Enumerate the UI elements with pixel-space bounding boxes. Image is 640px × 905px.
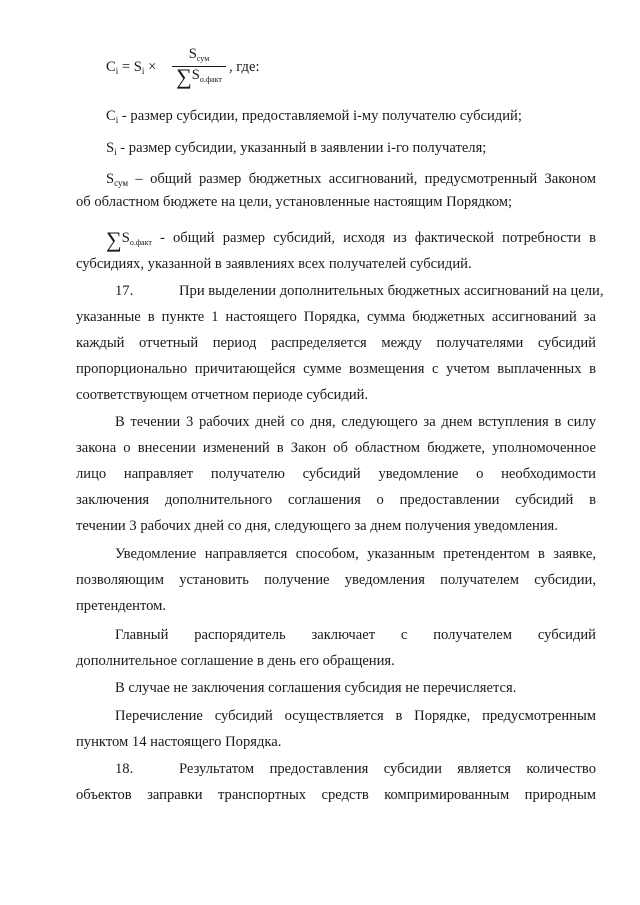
item-number-18: 18. xyxy=(115,761,134,777)
formula-c-sub: i xyxy=(115,66,119,76)
def-c xyxy=(106,107,596,129)
sigma-symbol: ∑ xyxy=(106,227,122,252)
def-sum-sym: S xyxy=(106,171,115,187)
p-notice-line3: претендентом. xyxy=(76,598,167,614)
p17-line5: соответствующем отчетном периоде субсидий. xyxy=(76,387,369,403)
item-number-17: 17. xyxy=(115,283,134,299)
def-s xyxy=(106,139,596,161)
formula-denominator xyxy=(172,64,226,89)
p17-l1-text: При выделении дополнительных бюджетных ассигнований на цели, xyxy=(179,283,604,299)
formula-times: × xyxy=(144,59,157,75)
def-s-text: - размер субсидии, указанный в заявлении i-го получателя; xyxy=(116,140,487,156)
p-within-line2: закона о внесении изменений в Закон об областном бюджете, уполномоченное xyxy=(76,440,596,456)
p-within-line5: течении 3 рабочих дней со дня, следующего за днем получения уведомления. xyxy=(76,518,558,534)
p-notice-line1: Уведомление направляется способом, указанным претендентом в заявке, xyxy=(115,546,596,562)
formula-c: C xyxy=(106,59,116,75)
p-notice-line2: позволяющим установить получение уведомления получателем субсидии, xyxy=(76,572,596,588)
def-sum-line2: об областном бюджете на цели, установленные настоящим Порядком; xyxy=(76,194,513,210)
sigma-symbol: ∑ xyxy=(176,64,192,89)
p17-line3: каждый отчетный период распределяется между получателями субсидий xyxy=(76,335,596,351)
def-s-sub: i xyxy=(114,147,117,157)
formula-equals-s: = S xyxy=(118,59,142,75)
p-main-line1: Главный распорядитель заключает с получателем субсидий xyxy=(115,627,596,643)
def-fact-sub: о.факт xyxy=(129,238,152,247)
p17-line4: пропорционально причитающейся сумме возмещения с учетом выплаченных в xyxy=(76,361,596,377)
p-within-line3: лицо направляет получателю субсидий уведомление о необходимости xyxy=(76,466,596,482)
def-fact-text1: - общий размер субсидий, исходя из фактической потребности в xyxy=(151,230,596,246)
subsidy-formula xyxy=(106,46,306,89)
p-within-line1: В течении 3 рабочих дней со дня, следующего за днем вступления в силу xyxy=(115,414,596,430)
p17-line1 xyxy=(115,282,604,300)
def-c-text: - размер субсидии, предоставляемой i-му получателю субсидий; xyxy=(118,108,522,124)
def-c-sub: i xyxy=(115,115,119,125)
p-within-line4: заключения дополнительного соглашения о предоставлении субсидий в xyxy=(76,492,596,508)
def-fact-line1 xyxy=(106,229,596,252)
def-sum-line1 xyxy=(106,170,596,192)
formula-num-s: S xyxy=(188,46,197,62)
def-fact-line2: субсидиях, указанной в заявлениях всех получателей субсидий. xyxy=(76,256,472,272)
def-sum-sub: сум xyxy=(114,178,129,188)
formula-numerator xyxy=(172,46,226,63)
formula-num-sub: сум xyxy=(196,54,210,63)
formula-den-s: S xyxy=(191,67,200,83)
def-sum-text1: – общий размер бюджетных ассигнований, предусмотренный Законом xyxy=(128,171,596,187)
formula-tail: , где: xyxy=(229,59,260,75)
p18-l1-text: Результатом предоставления субсидии является количество xyxy=(179,761,596,777)
p-transfer-line2: пунктом 14 настоящего Порядка. xyxy=(76,734,282,750)
def-fact-sym: S xyxy=(121,230,130,246)
def-c-sym: C xyxy=(106,108,116,124)
p-transfer-line1: Перечисление субсидий осуществляется в Порядке, предусмотренным xyxy=(115,708,596,724)
p18-line1 xyxy=(115,760,596,778)
formula-lhs xyxy=(106,59,156,76)
def-s-sym: S xyxy=(106,140,115,156)
p-case-line1: В случае не заключения соглашения субсидия не перечисляется. xyxy=(115,680,517,696)
formula-s-sub: i xyxy=(141,66,145,76)
p-main-line2: дополнительное соглашение в день его обращения. xyxy=(76,653,395,669)
formula-den-sub: о.факт xyxy=(199,75,222,84)
p18-line2: объектов заправки транспортных средств компримированным природным xyxy=(76,787,596,803)
p17-line2: указанные в пункте 1 настоящего Порядка, сумма бюджетных ассигнований за xyxy=(76,309,596,325)
